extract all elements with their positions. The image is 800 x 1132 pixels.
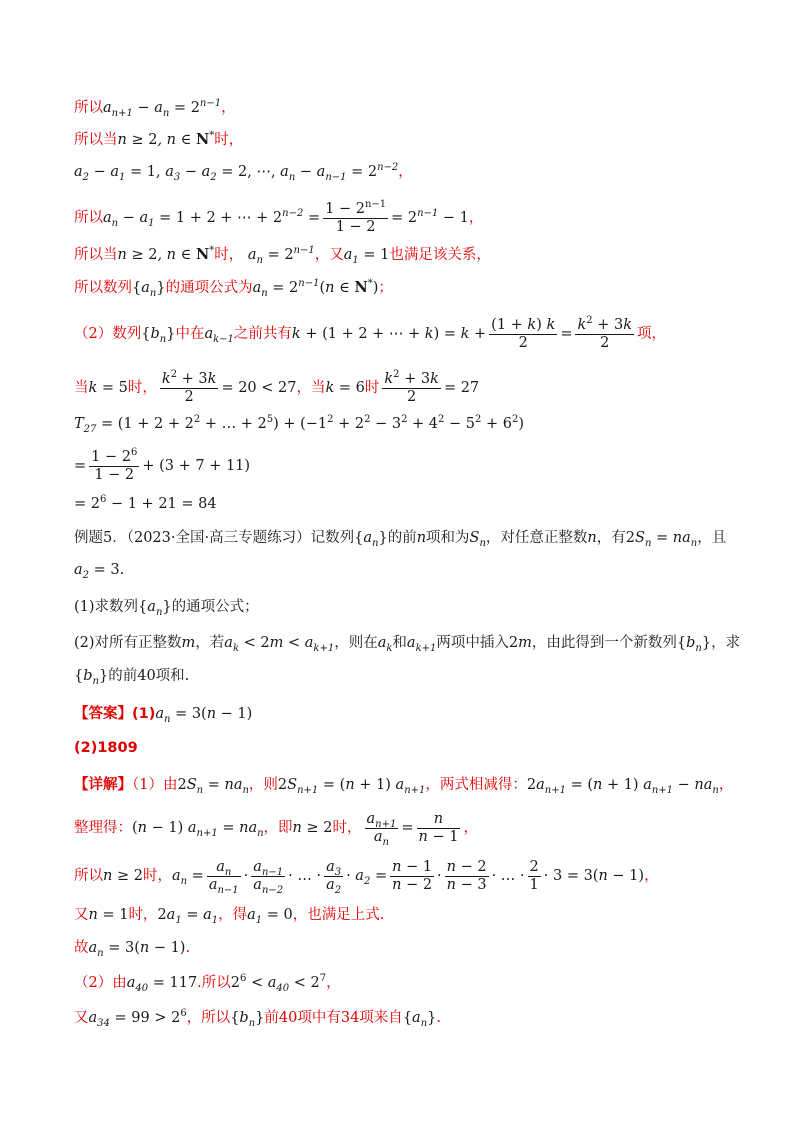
line-1: 所以$a_{n+1} - a_n = 2^{n-1}$， bbox=[74, 98, 236, 119]
line-4: 所以$a_n - a_1 = 1 + 2$ + ⋯ + $2^{n-2}$ = $\frac{1 - 2^{n-1}}{1 - 2}$ = $2^{n-1} - 1$， bbox=[74, 198, 484, 235]
detail-line-3: 所以n ≥ 2时，$a_n$ = $\frac{a_n}{a_{n-1}}$ · $\frac{a_{n-1}}{a_{n-2}}$ · … · $\frac{a_3}{a_2}$ · $a_2$ = $\frac{n - 1}{n - 2}$ · $\frac{n - 2}{n - 3}$ · … · $\frac{2}{1}$ · 3 = 3(n − 1)， bbox=[74, 858, 659, 896]
line-8: 当k = 5时， $\frac{k^2 + 3k}{2}$ = 20 < 27，当k = 6时 $\frac{k^2 + 3k}{2}$ = 27 bbox=[74, 368, 480, 405]
example5-line-2: $a_2 = 3$. bbox=[74, 562, 125, 581]
answer-line-2: (2)1809 bbox=[74, 740, 138, 756]
detail-line-4: 又n = 1时，$2a_1 = a_1$，得$a_1 = 0$，也满足上式. bbox=[74, 907, 385, 926]
detail-line-6: （2）由$a_{40} = 117$.所以$2^6 < a_{40} < 2^7$， bbox=[74, 973, 341, 994]
question-2-line-2: $\{b_n\}$的前40项和. bbox=[74, 668, 190, 687]
line-5: 所以当n ≥ 2, n ∈ N*时， $a_n = 2^{n-1}$，又$a_1 = 1$也满足该关系， bbox=[74, 245, 491, 266]
detail-line-1: 【详解】（1）由$2S_n = na_n$，则$2S_{n+1} = (n + 1)$ $a_{n+1}$，两式相减得：$2a_{n+1} = (n + 1) a_{n+1} - na_n$， bbox=[74, 777, 734, 796]
question-1: (1)求数列$\{a_n\}$的通项公式； bbox=[74, 599, 259, 618]
detail-line-5: 故$a_n = 3(n - 1)$. bbox=[74, 940, 191, 959]
question-2-line-1: (2)对所有正整数m，若$a_k < 2m < a_{k+1}$，则在$a_k$和$a_{k+1}$两项中插入2m，由此得到一个新数列$\{b_n\}$，求 bbox=[74, 635, 741, 654]
line-6: 所以数列$\{a_n\}$的通项公式为$a_n = 2^{n-1}(n$ ∈ N*)； bbox=[74, 278, 393, 299]
line-2: 所以当n ≥ 2, n ∈ N*时， bbox=[74, 130, 244, 148]
detail-line-2: 整理得：(n − 1) $a_{n+1} = na_n$，即n ≥ 2时， $\frac{a_{n+1}}{a_n}$ = $\frac{n}{n - 1}$ ， bbox=[74, 810, 478, 848]
answer-line-1: 【答案】$(1)a_n = 3(n - 1)$ bbox=[74, 706, 253, 725]
line-3: $a_2 - a_1 = 1$, $a_3 - a_2 = 2$, ⋯, $a_n - a_{n-1} = 2^{n-2}$， bbox=[74, 162, 413, 183]
line-9: $T_{27} = (1 + 2 + 2^2$ + … + $2^5) + (-1^2 + 2^2 - 3^2 + 4^2 - 5^2 + 6^2)$ bbox=[74, 414, 525, 435]
line-10: = $\frac{1 - 2^6}{1 - 2}$ + (3 + 7 + 11) bbox=[74, 446, 251, 483]
line-7: （2）数列$\{b_n\}$中在$a_{k-1}$之前共有k + (1 + 2 + ⋯ + k) = k + $\frac{(1 + k) k}{2}$ = $\frac{k^2 + 3k}{2}$ 项， bbox=[74, 314, 667, 351]
detail-line-7: 又$a_{34} = 99 > 2^6$，所以$\{b_n\}$前40项中有34项来自$\{a_n\}$. bbox=[74, 1008, 441, 1029]
example5-line-1: 例题5．（2023·全国·高三专题练习）记数列$\{a_n\}$的前n项和为$S_n$，对任意正整数n，有$2S_n = na_n$，且 bbox=[74, 530, 727, 549]
line-11: = $2^6 - 1 + 21 = 84$ bbox=[74, 494, 217, 512]
